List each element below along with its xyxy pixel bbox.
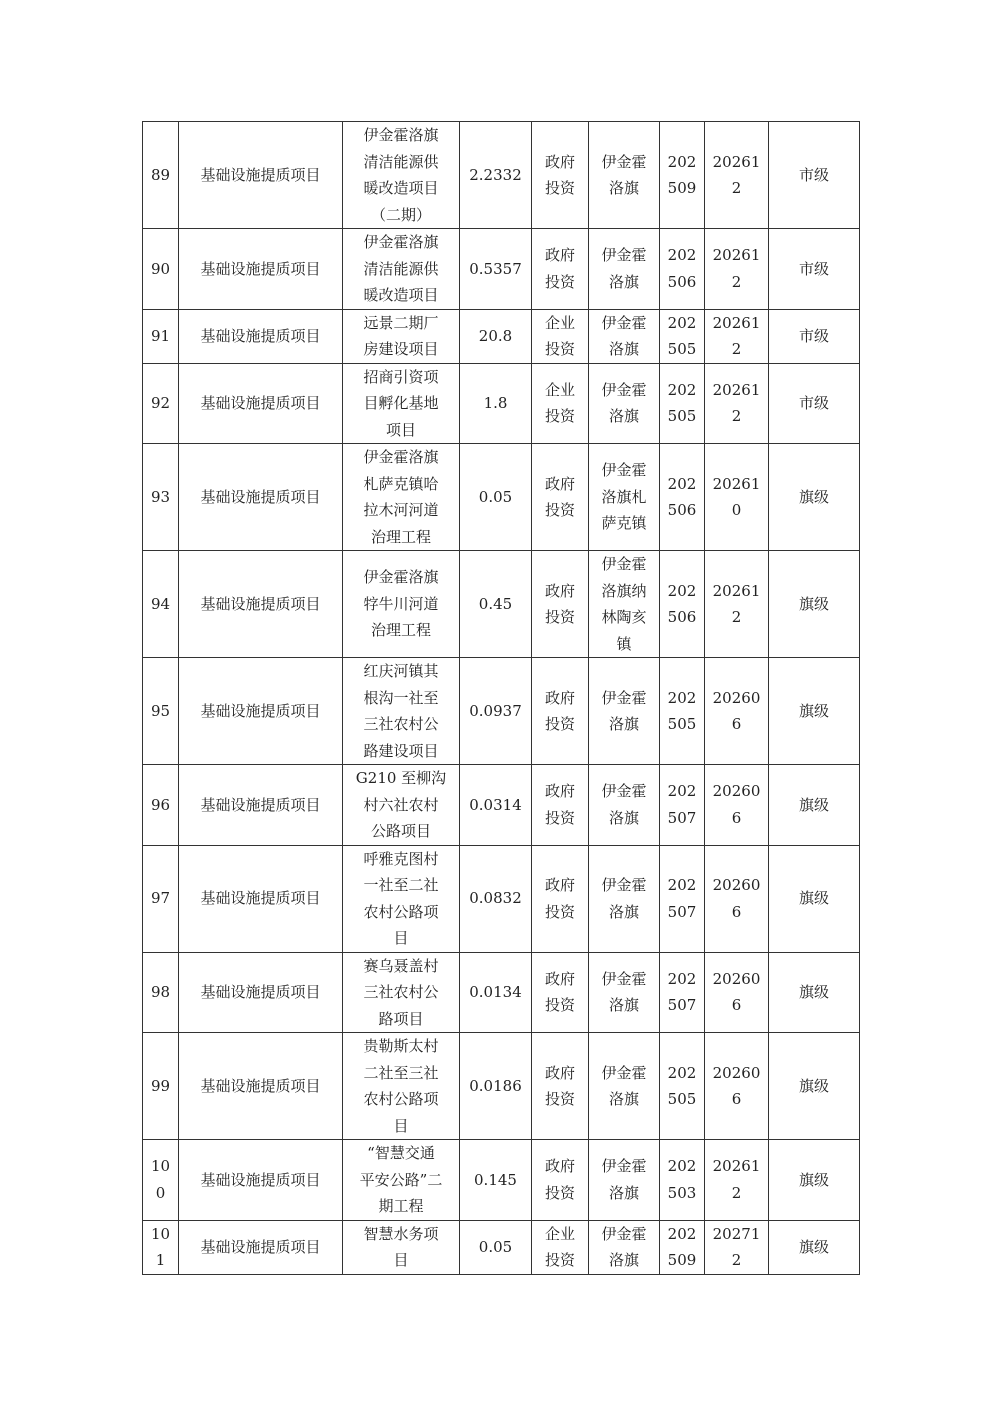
project-name: 伊金霍洛旗 牸牛川河道 治理工程	[343, 551, 460, 658]
end-date: 20261 2	[705, 309, 769, 363]
project-name: 伊金霍洛旗 清洁能源供 暖改造项目 （二期）	[343, 122, 460, 229]
row-number: 95	[143, 658, 179, 765]
start-date: 202 509	[660, 1220, 705, 1274]
start-date: 202 506	[660, 551, 705, 658]
table-row	[143, 444, 860, 551]
investment-type: 政府 投资	[532, 1033, 589, 1140]
end-date: 20261 2	[705, 363, 769, 444]
table-row	[143, 952, 860, 1033]
table-row	[143, 845, 860, 952]
project-location: 伊金霍 洛旗	[589, 122, 660, 229]
row-number: 90	[143, 229, 179, 310]
investment-amount: 2.2332	[460, 122, 532, 229]
project-location: 伊金霍 洛旗	[589, 658, 660, 765]
project-location: 伊金霍 洛旗	[589, 229, 660, 310]
project-level: 市级	[769, 122, 860, 229]
investment-type: 政府 投资	[532, 952, 589, 1033]
investment-type: 企业 投资	[532, 363, 589, 444]
start-date: 202 506	[660, 444, 705, 551]
end-date: 20271 2	[705, 1220, 769, 1274]
project-category: 基础设施提质项目	[179, 444, 343, 551]
project-level: 旗级	[769, 952, 860, 1033]
investment-amount: 0.0832	[460, 845, 532, 952]
row-number: 97	[143, 845, 179, 952]
investment-amount: 20.8	[460, 309, 532, 363]
project-name: 招商引资项 目孵化基地 项目	[343, 363, 460, 444]
investment-type: 政府 投资	[532, 122, 589, 229]
investment-type: 政府 投资	[532, 551, 589, 658]
project-level: 旗级	[769, 1140, 860, 1221]
project-category: 基础设施提质项目	[179, 845, 343, 952]
table-row	[143, 122, 860, 229]
row-number: 91	[143, 309, 179, 363]
project-table	[142, 121, 860, 1275]
investment-type: 政府 投资	[532, 845, 589, 952]
row-number: 98	[143, 952, 179, 1033]
project-name: 智慧水务项 目	[343, 1220, 460, 1274]
start-date: 202 505	[660, 658, 705, 765]
investment-type: 政府 投资	[532, 1140, 589, 1221]
project-location: 伊金霍 洛旗	[589, 1220, 660, 1274]
row-number: 99	[143, 1033, 179, 1140]
end-date: 20260 6	[705, 658, 769, 765]
project-name: 伊金霍洛旗 札萨克镇哈 拉木河河道 治理工程	[343, 444, 460, 551]
end-date: 20260 6	[705, 952, 769, 1033]
investment-type: 政府 投资	[532, 229, 589, 310]
investment-amount: 0.05	[460, 1220, 532, 1274]
project-name: 赛乌聂盖村 三社农村公 路项目	[343, 952, 460, 1033]
investment-type: 企业 投资	[532, 1220, 589, 1274]
project-level: 旗级	[769, 444, 860, 551]
investment-amount: 0.145	[460, 1140, 532, 1221]
investment-type: 政府 投资	[532, 765, 589, 846]
project-category: 基础设施提质项目	[179, 765, 343, 846]
row-number: 92	[143, 363, 179, 444]
row-number: 89	[143, 122, 179, 229]
project-name: 伊金霍洛旗 清洁能源供 暖改造项目	[343, 229, 460, 310]
end-date: 20260 6	[705, 1033, 769, 1140]
project-name: 贵勒斯太村 二社至三社 农村公路项 目	[343, 1033, 460, 1140]
project-level: 旗级	[769, 658, 860, 765]
start-date: 202 507	[660, 765, 705, 846]
project-location: 伊金霍 洛旗	[589, 309, 660, 363]
project-location: 伊金霍 洛旗	[589, 845, 660, 952]
project-level: 旗级	[769, 845, 860, 952]
row-number: 96	[143, 765, 179, 846]
project-name: 远景二期厂 房建设项目	[343, 309, 460, 363]
start-date: 202 505	[660, 1033, 705, 1140]
project-location: 伊金霍 洛旗纳 林陶亥 镇	[589, 551, 660, 658]
start-date: 202 507	[660, 845, 705, 952]
project-category: 基础设施提质项目	[179, 551, 343, 658]
project-category: 基础设施提质项目	[179, 229, 343, 310]
start-date: 202 505	[660, 309, 705, 363]
end-date: 20260 6	[705, 845, 769, 952]
investment-type: 政府 投资	[532, 658, 589, 765]
investment-amount: 0.45	[460, 551, 532, 658]
investment-amount: 0.05	[460, 444, 532, 551]
start-date: 202 503	[660, 1140, 705, 1221]
investment-amount: 0.0314	[460, 765, 532, 846]
row-number: 10 1	[143, 1220, 179, 1274]
investment-amount: 0.0134	[460, 952, 532, 1033]
project-location: 伊金霍 洛旗	[589, 1140, 660, 1221]
start-date: 202 507	[660, 952, 705, 1033]
table-row	[143, 658, 860, 765]
investment-amount: 1.8	[460, 363, 532, 444]
project-name: “智慧交通 平安公路”二 期工程	[343, 1140, 460, 1221]
table-row	[143, 1033, 860, 1140]
table-row	[143, 309, 860, 363]
project-location: 伊金霍 洛旗	[589, 952, 660, 1033]
project-category: 基础设施提质项目	[179, 658, 343, 765]
start-date: 202 505	[660, 363, 705, 444]
end-date: 20261 0	[705, 444, 769, 551]
start-date: 202 509	[660, 122, 705, 229]
project-level: 旗级	[769, 765, 860, 846]
end-date: 20261 2	[705, 551, 769, 658]
project-level: 旗级	[769, 1033, 860, 1140]
end-date: 20261 2	[705, 122, 769, 229]
project-category: 基础设施提质项目	[179, 309, 343, 363]
project-level: 旗级	[769, 551, 860, 658]
project-location: 伊金霍 洛旗	[589, 363, 660, 444]
project-name: G210 至柳沟 村六社农村 公路项目	[343, 765, 460, 846]
project-category: 基础设施提质项目	[179, 363, 343, 444]
table-row	[143, 551, 860, 658]
table-body	[143, 122, 860, 1275]
table-row	[143, 363, 860, 444]
end-date: 20261 2	[705, 229, 769, 310]
investment-amount: 0.0186	[460, 1033, 532, 1140]
end-date: 20260 6	[705, 765, 769, 846]
project-level: 旗级	[769, 1220, 860, 1274]
table-row	[143, 765, 860, 846]
project-level: 市级	[769, 363, 860, 444]
row-number: 93	[143, 444, 179, 551]
project-category: 基础设施提质项目	[179, 122, 343, 229]
row-number: 10 0	[143, 1140, 179, 1221]
table-row	[143, 1220, 860, 1274]
investment-amount: 0.5357	[460, 229, 532, 310]
table-row	[143, 229, 860, 310]
investment-amount: 0.0937	[460, 658, 532, 765]
end-date: 20261 2	[705, 1140, 769, 1221]
project-category: 基础设施提质项目	[179, 952, 343, 1033]
project-location: 伊金霍 洛旗	[589, 765, 660, 846]
project-category: 基础设施提质项目	[179, 1140, 343, 1221]
project-category: 基础设施提质项目	[179, 1033, 343, 1140]
project-category: 基础设施提质项目	[179, 1220, 343, 1274]
project-location: 伊金霍 洛旗	[589, 1033, 660, 1140]
row-number: 94	[143, 551, 179, 658]
project-level: 市级	[769, 229, 860, 310]
start-date: 202 506	[660, 229, 705, 310]
investment-type: 企业 投资	[532, 309, 589, 363]
project-location: 伊金霍 洛旗札 萨克镇	[589, 444, 660, 551]
table-row	[143, 1140, 860, 1221]
project-level: 市级	[769, 309, 860, 363]
project-name: 红庆河镇其 根沟一社至 三社农村公 路建设项目	[343, 658, 460, 765]
investment-type: 政府 投资	[532, 444, 589, 551]
project-name: 呼雅克图村 一社至二社 农村公路项 目	[343, 845, 460, 952]
